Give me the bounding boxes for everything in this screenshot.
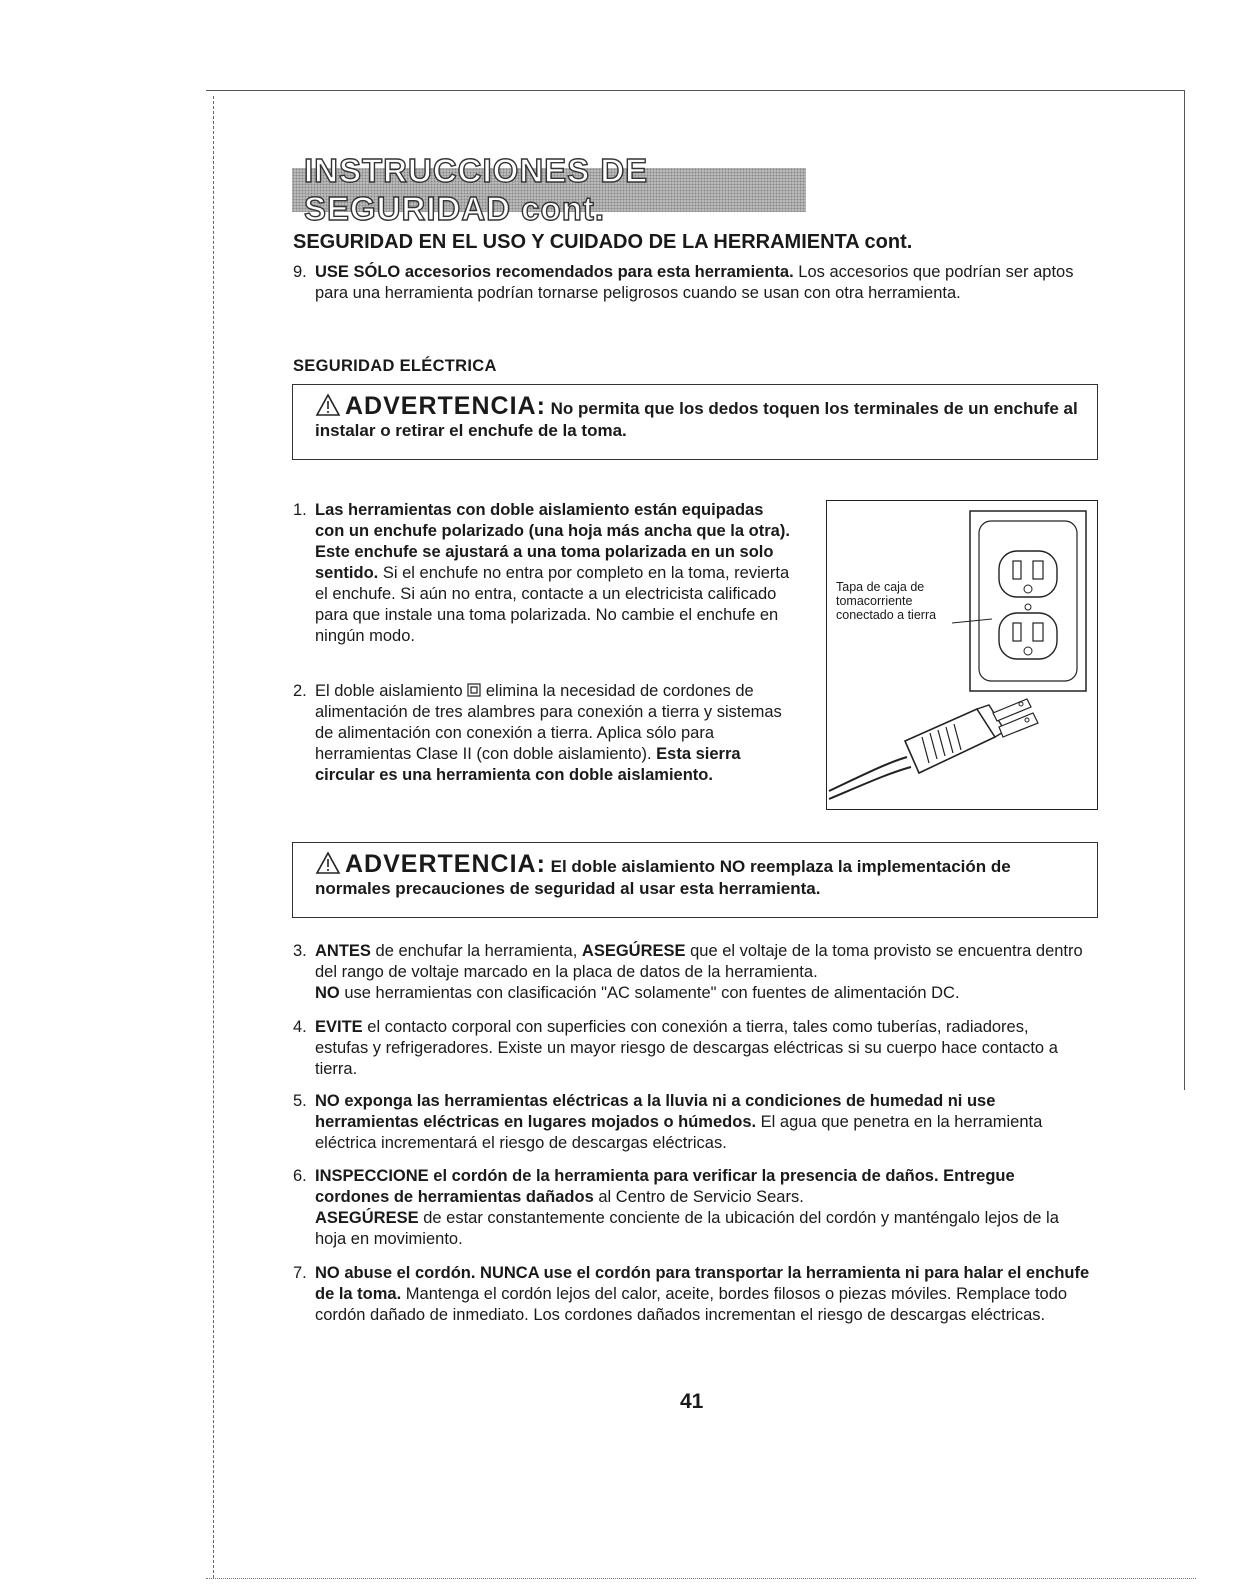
top-border-line (206, 90, 1184, 91)
list-item-4: 4. EVITE el contacto corporal con superficies con conexión a tierra, tales como tuberías, radiadores, estufas y refrigeradores. Existe un mayor riesgo de descargas eléctricas si su cuerpo hace contacto a tierra. (293, 1018, 1058, 1078)
outlet-plug-figure (826, 500, 1098, 810)
right-border-line (1184, 90, 1185, 1090)
warning-label: ADVERTENCIA: (345, 392, 546, 420)
double-insulation-icon (467, 683, 481, 697)
list-item-1: 1. Las herramientas con doble aislamiento están equipadas con un enchufe polarizado (una hoja más ancha que la otra). Este enchufe se ajustará a una toma polarizada en un solo sentido. Si el enchufe no entra por completo en la toma, revierta el enchufe. Si aún no entra, contacte a un electricista calificado para que instale una toma polarizada. No cambie el enchufe en ningún modo. (293, 501, 790, 645)
section-title: SEGURIDAD EN EL USO Y CUIDADO DE LA HERRAMIENTA cont. (293, 231, 913, 253)
outlet-plug-illustration (827, 501, 1097, 809)
warning-triangle-icon (315, 393, 341, 417)
warning-text: No permita que los dedos toquen los terminales de un enchufe al instalar o retirar el enchufe de la toma. (315, 399, 1078, 440)
list-item-6: 6. INSPECCIONE el cordón de la herramienta para verificar la presencia de daños. Entregue cordones de herramientas dañados al Centro de Servicio Sears. ASEGÚRESE de estar constantemente conciente de la ubicación del cordón y manténgalo lejos de la hoja en movimiento. (293, 1167, 1059, 1248)
list-item-2: 2. El doble aislamiento elimina la necesidad de cordones de alimentación de tres alambres para conexión a tierra y sistemas de alimentación con conexión a tierra. Aplica sólo para herramientas Clase II (con doble aislamiento). Esta sierra circular es una herramienta con doble aislamiento. (293, 682, 782, 784)
list-item-3: 3. ANTES de enchufar la herramienta, ASEGÚRESE que el voltaje de la toma provisto se encuentra dentro del rango de voltaje marcado en la placa de datos de la herramienta. NO use herramientas con clasificación "AC solamente" con fuentes de alimentación DC. (293, 942, 1083, 1002)
left-border-line (213, 96, 214, 1578)
warning-box-fingers (292, 384, 1098, 460)
figure-caption: Tapa de caja de tomacorriente conectado a tierra (836, 580, 937, 622)
warning-triangle-icon (315, 851, 341, 875)
list-item-9: 9. USE SÓLO accesorios recomendados para esta herramienta. Los accesorios que podrían ser aptos para una herramienta podrían tornarse peligrosos cuando se usan con otra herramienta. (293, 263, 1074, 302)
subsection-title: SEGURIDAD ELÉCTRICA (293, 357, 497, 375)
list-item-5: 5. NO exponga las herramientas eléctricas a la lluvia ni a condiciones de humedad ni use herramientas eléctricas en lugares mojados o húmedos. El agua que penetra en la herramienta eléctrica incrementará el riesgo de descargas eléctricas. (293, 1092, 1043, 1152)
section-banner (292, 152, 806, 227)
banner-title: INSTRUCCIONES DE SEGURIDAD cont. (304, 152, 649, 227)
warning-text: El doble aislamiento NO reemplaza la implementación de normales precauciones de seguridad al usar esta herramienta. (315, 857, 1011, 898)
bottom-dotted-line (206, 1578, 1196, 1579)
list-item-7: 7. NO abuse el cordón. NUNCA use el cordón para transportar la herramienta ni para halar el enchufe de la toma. Mantenga el cordón lejos del calor, aceite, bordes filosos o piezas móviles. Remplace todo cordón dañado de inmediato. Los cordones dañados incrementan el riesgo de descargas eléctricas. (293, 1264, 1090, 1324)
warning-box-double-insulation (292, 842, 1098, 918)
warning-label: ADVERTENCIA: (345, 850, 546, 878)
page-number: 41 (680, 1390, 704, 1413)
